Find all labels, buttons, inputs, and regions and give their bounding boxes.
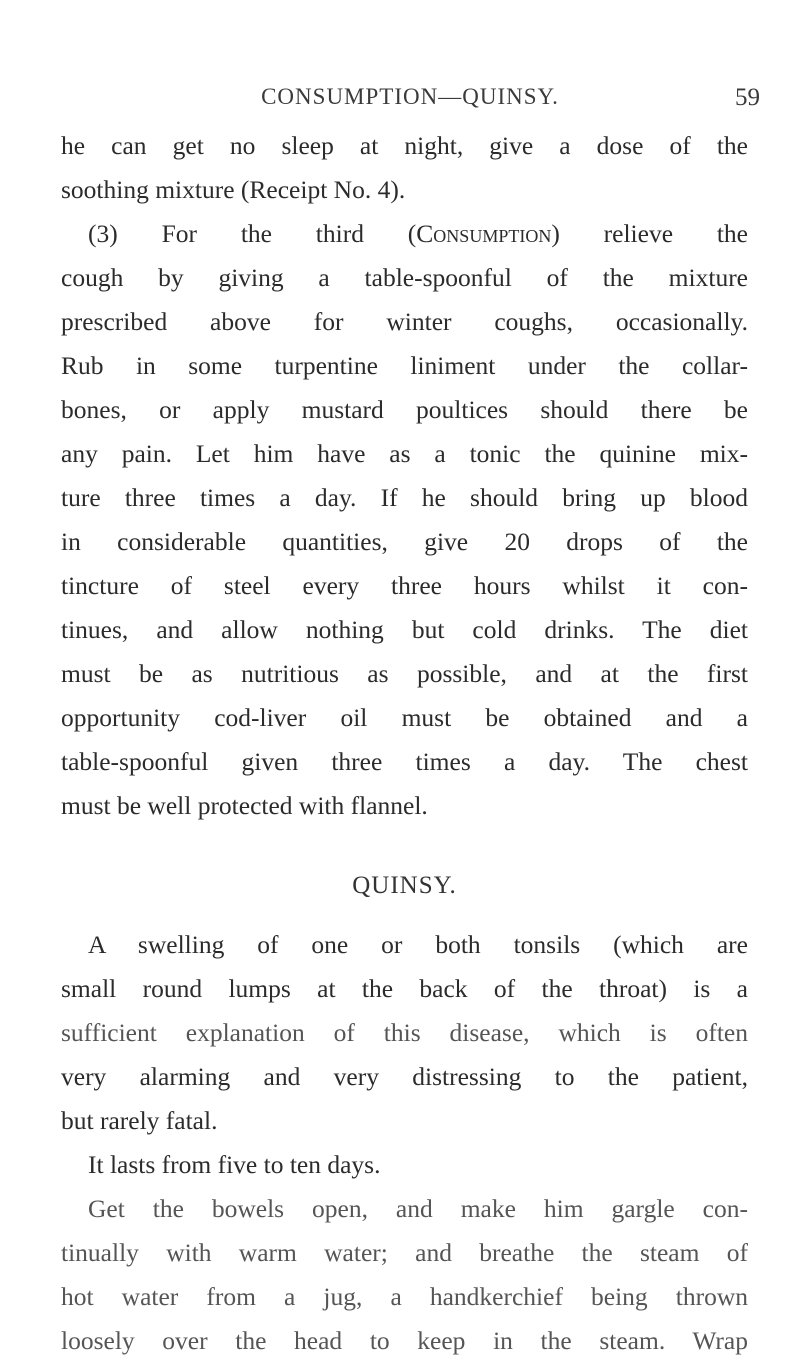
section-quinsy <box>61 923 748 1363</box>
text-line: opportunity cod-liver oil must be obtained and a <box>61 703 748 732</box>
text-line: tincture of steel every three hours whilst it con- <box>61 571 748 600</box>
small-caps-term: Consumption <box>416 219 552 248</box>
text-line: sufficient explanation of this disease, which is often <box>61 1018 748 1047</box>
text-line: hot water from a jug, a handkerchief being thrown <box>61 1282 748 1311</box>
running-head <box>60 84 760 118</box>
running-title: CONSUMPTION—QUINSY. <box>261 84 559 109</box>
text-line: ture three times a day. If he should bring up blood <box>61 483 748 512</box>
text-line: It lasts from five to ten days. <box>88 1150 381 1179</box>
page-number: 59 <box>735 84 760 111</box>
text-line: must be as nutritious as possible, and at the first <box>61 659 748 688</box>
body-text <box>61 124 748 1363</box>
text-line: any pain. Let him have as a tonic the quinine mix- <box>61 439 748 468</box>
section-heading: QUINSY. <box>352 872 457 899</box>
text-line: he can get no sleep at night, give a dose of the <box>61 131 748 160</box>
text-line: bones, or apply mustard poultices should there be <box>61 395 748 424</box>
text-line: prescribed above for winter coughs, occasionally. <box>61 307 748 336</box>
text-line: in considerable quantities, give 20 drops of the <box>61 527 748 556</box>
text-line: tinues, and allow nothing but cold drinks. The diet <box>61 615 748 644</box>
text-line: loosely over the head to keep in the steam. Wrap <box>61 1326 748 1355</box>
text-line: table-spoonful given three times a day. The chest <box>61 747 748 776</box>
text-line: small round lumps at the back of the throat) is a <box>61 974 748 1003</box>
text-line: tinually with warm water; and breathe the steam of <box>61 1238 748 1267</box>
text-fragment: ) relieve the <box>551 219 748 248</box>
section-consumption <box>61 124 748 828</box>
text-line: must be well protected with flannel. <box>61 791 428 820</box>
text-line: soothing mixture (Receipt No. 4). <box>61 175 406 204</box>
text-line: Rub in some turpentine liniment under the collar- <box>61 351 748 380</box>
text-fragment: (3) For the third ( <box>88 219 417 248</box>
text-line: A swelling of one or both tonsils (which are <box>88 930 748 959</box>
text-line: Get the bowels open, and make him gargle con- <box>88 1194 748 1223</box>
text-line: but rarely fatal. <box>61 1106 218 1135</box>
text-line <box>61 212 748 256</box>
text-line: cough by giving a table-spoonful of the mixture <box>61 263 748 292</box>
text-line: very alarming and very distressing to the patient, <box>61 1062 748 1091</box>
